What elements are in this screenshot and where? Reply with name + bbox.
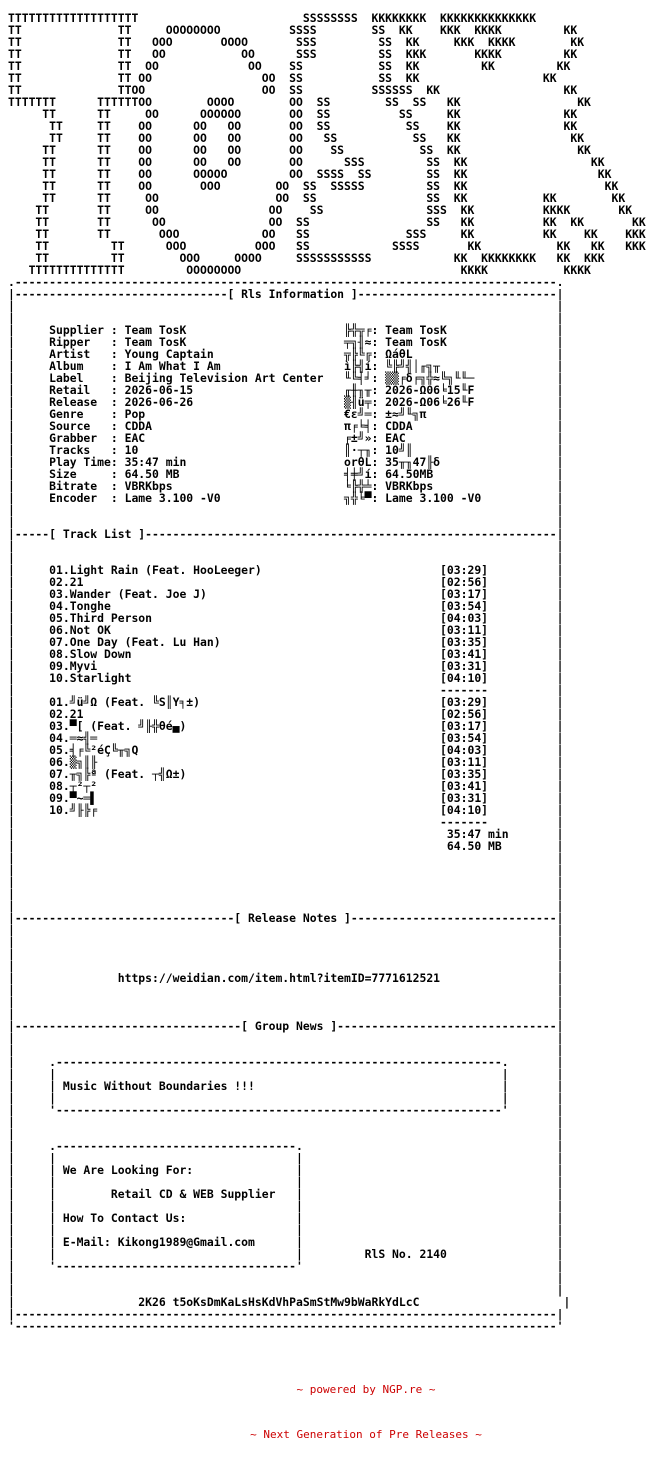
footer-tagline: ~ Next Generation of Pre Releases ~: [250, 1428, 482, 1441]
nfo-text: TTTTTTTTTTTTTTTTTTT SSSSSSSS KKKKKKKK KKKKKKKKKKKKKK TT TT OOOOOOOO SSSS SS KK KKK KKKK KK TT TT OOO OOOO SSS SS KK KKK KKKK KK TT TT OO OO SSS SS KKK KKKK KK TT TT OO OO SS SS KK KK KK TT TT OO OO SS SS KK KK TT TTOO OO SS SSSSSS KK KK TTTTTTT TTTTTTOO OOOO OO SS SS SS KK KK TT TT OO OOOOOO OO SS SS KK KK TT TT OO OO OO OO SS SS KK KK TT TT OO OO OO OO SS SS KK KK TT TT OO OO OO OO SS SS KK KK TT TT OO OO OO OO SSS SS KK KK TT TT OO OOOOO OO SSSS SS SS KK KK TT TT OO OOO OO SS SSSSS SS KK KK TT TT OO OO SS SS KK KK KK TT TT OO OO SS SSS KK KKKK KK TT TT OO OO SS SS KK KK KK KK TT TT OOO OO SS SSS KK KK KK KKK TT TT OOO OOO SS SSSS KK KK KK KKK TT TT OOO OOOO SSSSSSSSSSS KK KKKKKKKK KK KKK TTTTTTTTTTTTTT OOOOOOOO KKKK KKKK .-------------------------------------------------------------------------------. |-------------------------------[ Rls Information ]-----------------------------| | | | | | Supplier : Team TosK ╠╬╦╒: Team TosK | | Ripper : Team TosK ╤╗╢≈: Team TosK | | Artist : Young Captain ╦╠╚╔: ΩáθL | | Album : I Am What I Am ì╠╣í: ╚╠╝╣│╓╗╥ | | Label : Beijing Television Art Center ╙╚╡╛: ▒▒╒δ╒╗╬≈╚╗╙╙─ | | Retail : 2026-06-15 ╓╫╖╥: 2026-Ω06╘15╙F | | Release : 2026-06-26 ▒╢ü╤: 2026-Ω06╘26╙F | | Genre : Pop €ε╝═: ±≈╝╙╗π | | Source : CDDA π╒╘╡: CDDA | | Grabber : EAC ╒±╝»: EAC | | Tracks : 10 ║·┬╖: 10╝║ | | Play Time: 35:47 min orθL: 35╥╖47╟δ | | Size : 64.50 MB ╡╪╝í: 64.50MB | | Bitrate : VBRKbps ╘╠╬╧: VBRKbps | | Encoder : Lame 3.100 -V0 ╗╬╘▀: Lame 3.100 -V0 | | | | | |-----[ Track List ]------------------------------------------------------------| | | | | | 01.Light Rain (Feat. HooLeeger) [03:29] | | 02.21 [02:56] | | 03.Wander (Feat. Joe J) [03:17] | | 04.Tonghe [03:54] | | 05.Third Person [04:03] | | 06.Not OK [03:11] | | 07.One Day (Feat. Lu Han) [03:35] | | 08.Slow Down [03:41] | | 09.Myvi [03:31] | | 10.Starlight [04:10] | | ------- | | 01.╝ü╝Ω (Feat. ╚S║Y╕±) [03:29] | | 02.21 [02:56] | | 03.▀[ (Feat. ╝╟╬θé▄) [03:17] | | 04.═≈╣═ [03:54] | | 05.╡╒╚²éÇ╚╥╗Q [04:03] | | 06.▒╗║╟ [03:11] | | 07.╥╗╠ª (Feat. ┬╣Ω±) [03:35] | | 08.┬²┬² [03:41] | | 09.▀~═▌ [03:31] | | 10.╝╟╠╒ [04:10] | | ------- | | 35:47 min | | 64.50 MB | | | | | | | | | | | |--------------------------------[ Release Notes ]------------------------------| | | | | | | | | | https://weidian.com/item.html?itemID=7771612521 | | | | | | | |---------------------------------[ Group News ]--------------------------------| | | | | | .-----------------------------------------------------------------. | | | | | | | Music Without Boundaries !!! | | | | | | | '-----------------------------------------------------------------' | | | | | | .-----------------------------------. | | | | | | | We Are Looking For: | | | | | | | | Retail CD & WEB Supplier | | | | | | | | How To Contact Us: | | | | | | | | E-Mail: Kikong1989@Gmail.com | | | | | RlS No. 2140 | | '-----------------------------------' | | | | | | 2K26 t5oKsDmKaLsHsKdVhPaSmStMw9bWaRkYdLcC | |-------------------------------------------------------------------------------| '-------------------------------------------------------------------------------': [8, 11, 646, 1333]
footer-powered-by: ~ powered by NGP.re ~: [296, 1383, 436, 1396]
footer-credits: [0, 1352, 672, 1457]
